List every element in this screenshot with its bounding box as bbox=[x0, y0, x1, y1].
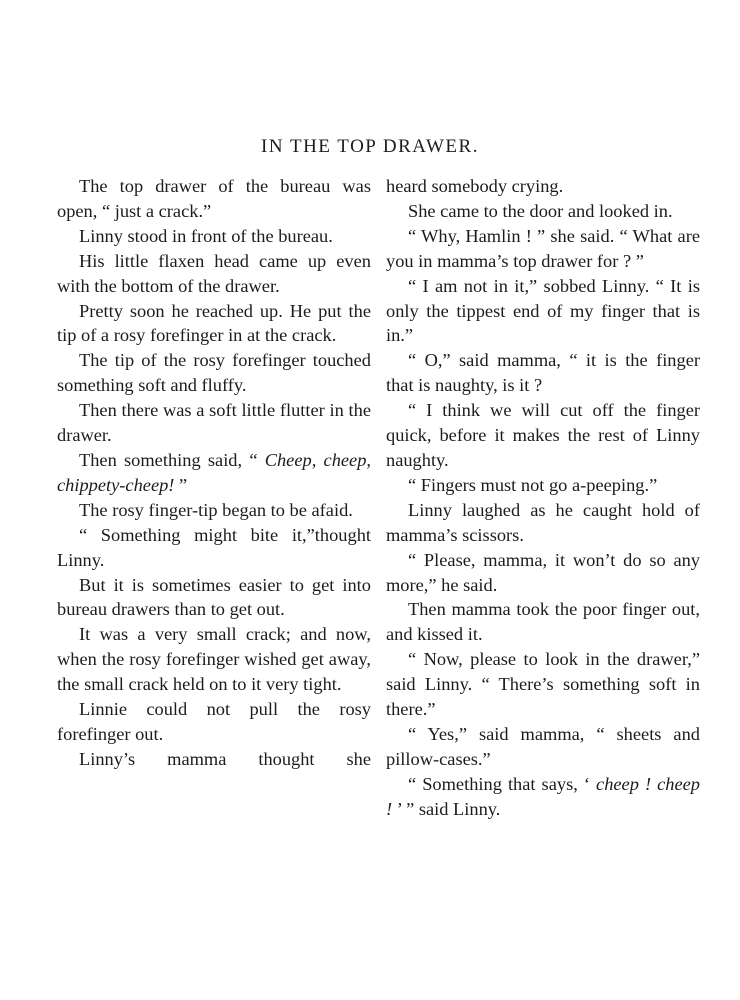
paragraph: Linny laughed as he caught hold of mamma’s scissors. bbox=[386, 499, 700, 545]
paragraph: “ Yes,” said mamma, “ sheets and pillow-cases.” bbox=[386, 723, 700, 769]
chapter-title: IN THE TOP DRAWER. bbox=[261, 136, 479, 157]
paragraph: Then something said, “ Cheep, cheep, chippety-cheep! ” bbox=[57, 449, 372, 495]
paragraph: The rosy finger-tip began to be afaid. bbox=[79, 499, 353, 520]
paragraph: She came to the door and looked in. bbox=[408, 200, 673, 221]
paragraph: The tip of the rosy forefinger touched something soft and fluffy. bbox=[57, 350, 371, 396]
paragraph: The top drawer of the bureau was open, “ just a crack.” bbox=[57, 176, 371, 221]
right-column bbox=[386, 174, 700, 822]
paragraph: His little flaxen head came up even with the bottom of the drawer. bbox=[57, 250, 371, 296]
paragraph: “ Please, mamma, it won’t do so any more,” he said. bbox=[386, 549, 700, 595]
paragraph: “ I am not in it,” sobbed Linny. “ It is only the tippest end of my finger that is in.” bbox=[386, 275, 700, 346]
paragraph: Then mamma took the poor finger out, and kissed it. bbox=[386, 599, 700, 645]
paragraph: Linny stood in front of the bureau. bbox=[79, 225, 333, 246]
paragraph: Pretty soon he reached up. He put the tip of a rosy forefinger in at the crack. bbox=[57, 300, 371, 346]
paragraph: “ Something that says, ‘ cheep ! cheep ! ’ ” said Linny. bbox=[386, 773, 700, 819]
italic-phrase: Cheep, cheep, chippety-cheep! bbox=[57, 449, 372, 495]
paragraph: “ I think we will cut off the finger quick, before it makes the rest of Linny naughty. bbox=[386, 400, 700, 470]
italic-phrase: cheep ! cheep ! bbox=[386, 773, 700, 819]
paragraph: Linnie could not pull the rosy forefinger out. bbox=[57, 699, 371, 744]
paragraph: “ Why, Hamlin ! ” she said. “ What are you in mamma’s top drawer for ? ” bbox=[386, 225, 700, 271]
paragraph: “ Now, please to look in the drawer,” said Linny. “ There’s something soft in there.” bbox=[386, 649, 700, 720]
paragraph: “ O,” said mamma, “ it is the finger that is naughty, is it ? bbox=[386, 350, 700, 396]
left-column bbox=[57, 174, 371, 772]
paragraph: Linny’s mamma thought she bbox=[79, 748, 371, 769]
paragraph: It was a very small crack; and now, when the rosy forefinger wished get away, the small crack held on to it very tight. bbox=[57, 624, 371, 695]
paragraph: “ Fingers must not go a-peeping.” bbox=[408, 474, 658, 495]
paragraph: But it is sometimes easier to get into bureau drawers than to get out. bbox=[57, 574, 371, 620]
paragraph: heard somebody crying. bbox=[386, 176, 564, 196]
paragraph: Then there was a soft little flutter in the drawer. bbox=[57, 400, 371, 446]
paragraph: “ Something might bite it,”thought Linny. bbox=[57, 524, 371, 570]
